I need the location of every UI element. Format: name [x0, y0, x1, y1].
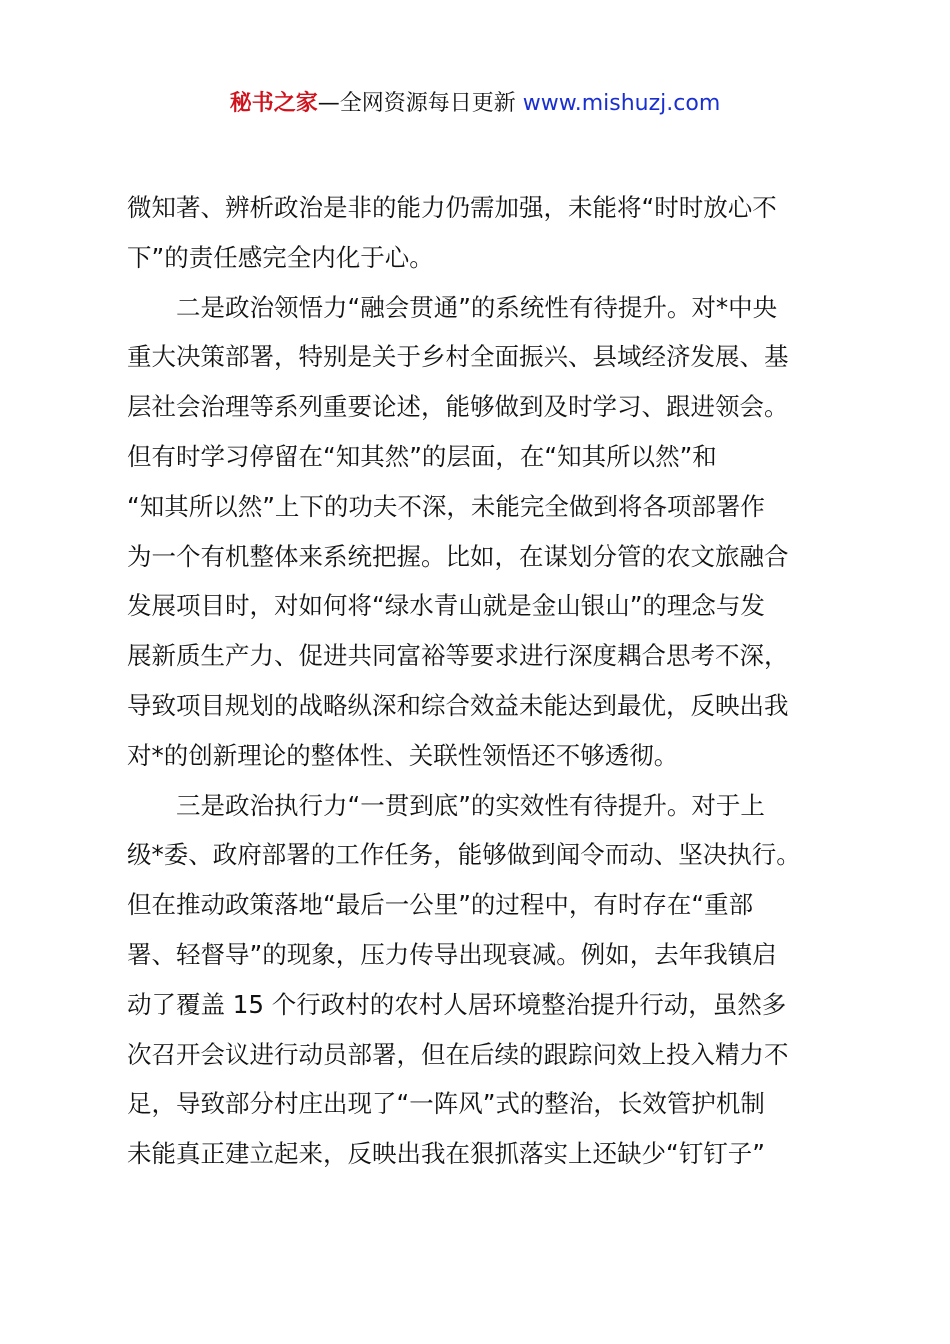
text-line: 对*的创新理论的整体性、关联性领悟还不够透彻。 — [127, 740, 679, 770]
text-line: 署、轻督导”的现象，压力传导出现衰减。例如，去年我镇启 — [127, 939, 777, 969]
text-line: 微知著、辨析政治是非的能力仍需加强，未能将“时时放心不 — [127, 193, 777, 222]
text-line: 动了覆盖 15 个行政村的农村人居环境整治提升行动，虽然多 — [127, 989, 787, 1019]
site-url[interactable]: www.mishuzj.com — [522, 91, 721, 116]
brand-name: 秘书之家 — [229, 91, 318, 116]
text-line: 次召开会议进行动员部署，但在后续的跟踪问效上投入精力不 — [127, 1039, 789, 1069]
text-line: 展新质生产力、促进共同富裕等要求进行深度耦合思考不深， — [127, 641, 789, 671]
text-line: 发展项目时，对如何将“绿水青山就是金山银山”的理念与发 — [127, 591, 765, 621]
text-line: 级*委、政府部署的工作任务，能够做到闻令而动、坚决执行。 — [127, 840, 801, 870]
page-header — [0, 86, 950, 122]
header-tagline: —全网资源每日更新 — [317, 91, 523, 116]
text-line: 重大决策部署，特别是关于乡村全面振兴、县域经济发展、基 — [127, 342, 789, 372]
text-line: 但在推动政策落地“最后一公里”的过程中，有时存在“重部 — [127, 890, 754, 920]
text-line: 但有时学习停留在“知其然”的层面，在“知其所以然”和 — [127, 441, 717, 471]
text-line: 为一个有机整体来系统把握。比如，在谋划分管的农文旅融合 — [127, 541, 789, 571]
text-line: 导致项目规划的战略纵深和综合效益未能达到最优，反映出我 — [127, 690, 789, 720]
paragraph-start-line: 三是政治执行力“一贯到底”的实效性有待提升。对于上 — [176, 790, 765, 820]
text-line: 层社会治理等系列重要论述，能够做到及时学习、跟进领会。 — [127, 392, 789, 422]
text-line: 未能真正建立起来，反映出我在狠抓落实上还缺少“钉钉子” — [127, 1139, 765, 1169]
paragraph-start-line: 二是政治领悟力“融会贯通”的系统性有待提升。对*中央 — [176, 292, 778, 322]
document-body — [127, 183, 835, 1179]
text-line: 足，导致部分村庄出现了“一阵风”式的整治，长效管护机制 — [127, 1089, 765, 1119]
text-line: 下”的责任感完全内化于心。 — [127, 242, 434, 272]
text-line: “知其所以然”上下的功夫不深，未能完全做到将各项部署作 — [127, 491, 765, 521]
